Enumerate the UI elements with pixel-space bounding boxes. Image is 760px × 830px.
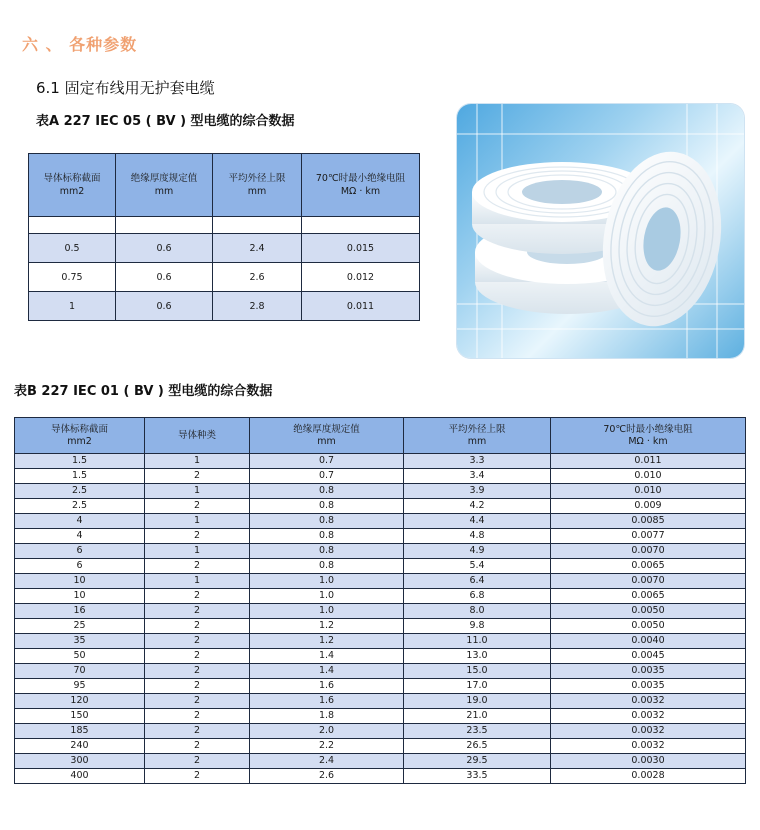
table-cell: 16 bbox=[15, 604, 145, 619]
table-cell: 2 bbox=[145, 649, 250, 664]
table-cell: 240 bbox=[15, 739, 145, 754]
table-cell: 0.009 bbox=[551, 499, 746, 514]
table-b-row bbox=[15, 619, 746, 634]
table-cell: 0.5 bbox=[29, 234, 116, 263]
table-a bbox=[28, 153, 420, 321]
table-b-header-row bbox=[15, 418, 746, 454]
table-cell: 2 bbox=[145, 469, 250, 484]
table-cell: 0.0070 bbox=[551, 574, 746, 589]
table-cell: 2 bbox=[145, 589, 250, 604]
table-cell: 1.2 bbox=[250, 619, 404, 634]
table-cell: 13.0 bbox=[404, 649, 551, 664]
table-cell: 0.0070 bbox=[551, 544, 746, 559]
table-cell: 0.8 bbox=[250, 484, 404, 499]
spacer-cell bbox=[116, 217, 213, 234]
table-cell: 185 bbox=[15, 724, 145, 739]
spacer-cell bbox=[29, 217, 116, 234]
table-cell: 2.6 bbox=[213, 263, 302, 292]
table-cell: 400 bbox=[15, 769, 145, 784]
table-a-header: 绝缘厚度规定值 mm bbox=[116, 154, 213, 217]
table-b-row bbox=[15, 484, 746, 499]
table-cell: 0.0032 bbox=[551, 724, 746, 739]
table-cell: 4.2 bbox=[404, 499, 551, 514]
table-cell: 0.7 bbox=[250, 469, 404, 484]
table-cell: 2 bbox=[145, 499, 250, 514]
table-cell: 3.9 bbox=[404, 484, 551, 499]
table-cell: 2.5 bbox=[15, 484, 145, 499]
table-cell: 8.0 bbox=[404, 604, 551, 619]
table-cell: 2 bbox=[145, 664, 250, 679]
table-cell: 1 bbox=[145, 544, 250, 559]
table-cell: 23.5 bbox=[404, 724, 551, 739]
table-b-row bbox=[15, 499, 746, 514]
table-cell: 0.010 bbox=[551, 484, 746, 499]
table-b-row bbox=[15, 574, 746, 589]
table-b-header: 绝缘厚度规定值 mm bbox=[250, 418, 404, 454]
table-cell: 1 bbox=[145, 454, 250, 469]
table-cell: 0.0035 bbox=[551, 679, 746, 694]
table-cell: 0.6 bbox=[116, 234, 213, 263]
table-a-header: 70℃时最小绝缘电阻 MΩ · km bbox=[302, 154, 420, 217]
table-a-row bbox=[29, 234, 420, 263]
table-cell: 15.0 bbox=[404, 664, 551, 679]
table-cell: 70 bbox=[15, 664, 145, 679]
table-cell: 2.4 bbox=[250, 754, 404, 769]
table-cell: 0.011 bbox=[302, 292, 420, 321]
table-cell: 2 bbox=[145, 724, 250, 739]
table-cell: 0.0028 bbox=[551, 769, 746, 784]
table-cell: 1 bbox=[29, 292, 116, 321]
table-cell: 1.2 bbox=[250, 634, 404, 649]
table-cell: 3.3 bbox=[404, 454, 551, 469]
table-cell: 1.0 bbox=[250, 604, 404, 619]
table-cell: 0.8 bbox=[250, 499, 404, 514]
table-cell: 0.0032 bbox=[551, 709, 746, 724]
table-cell: 1.5 bbox=[15, 469, 145, 484]
table-cell: 0.0030 bbox=[551, 754, 746, 769]
table-b-row bbox=[15, 769, 746, 784]
table-b-row bbox=[15, 664, 746, 679]
table-b-row bbox=[15, 754, 746, 769]
cable-coil-image bbox=[457, 104, 744, 358]
table-b-header: 70℃时最小绝缘电阻 MΩ · km bbox=[551, 418, 746, 454]
table-cell: 0.8 bbox=[250, 544, 404, 559]
table-b-caption: 表B 227 IEC 01 ( BV ) 型电缆的综合数据 bbox=[14, 384, 273, 399]
table-b-row bbox=[15, 709, 746, 724]
table-cell: 19.0 bbox=[404, 694, 551, 709]
table-cell: 0.011 bbox=[551, 454, 746, 469]
table-cell: 0.0040 bbox=[551, 634, 746, 649]
table-cell: 0.012 bbox=[302, 263, 420, 292]
table-b-row bbox=[15, 604, 746, 619]
table-b-row bbox=[15, 589, 746, 604]
table-cell: 1 bbox=[145, 514, 250, 529]
spacer-cell bbox=[302, 217, 420, 234]
table-cell: 0.7 bbox=[250, 454, 404, 469]
table-cell: 1.6 bbox=[250, 679, 404, 694]
table-cell: 0.8 bbox=[250, 514, 404, 529]
table-b-row bbox=[15, 454, 746, 469]
table-cell: 2 bbox=[145, 559, 250, 574]
table-b-row bbox=[15, 679, 746, 694]
table-cell: 0.0032 bbox=[551, 694, 746, 709]
table-cell: 0.75 bbox=[29, 263, 116, 292]
table-cell: 150 bbox=[15, 709, 145, 724]
table-cell: 4.9 bbox=[404, 544, 551, 559]
table-a-header: 导体标称截面 mm2 bbox=[29, 154, 116, 217]
table-a-header: 平均外径上限 mm bbox=[213, 154, 302, 217]
cable-coil-illustration bbox=[457, 104, 744, 358]
table-cell: 6 bbox=[15, 544, 145, 559]
table-cell: 2.2 bbox=[250, 739, 404, 754]
table-cell: 10 bbox=[15, 574, 145, 589]
table-cell: 4.8 bbox=[404, 529, 551, 544]
table-cell: 2 bbox=[145, 604, 250, 619]
table-cell: 1 bbox=[145, 574, 250, 589]
subsection-title: 6.1 固定布线用无护套电缆 bbox=[36, 79, 215, 97]
table-cell: 0.0077 bbox=[551, 529, 746, 544]
table-cell: 33.5 bbox=[404, 769, 551, 784]
table-cell: 5.4 bbox=[404, 559, 551, 574]
table-a-header-row bbox=[29, 154, 420, 217]
table-cell: 0.6 bbox=[116, 263, 213, 292]
table-cell: 25 bbox=[15, 619, 145, 634]
table-cell: 2 bbox=[145, 739, 250, 754]
table-cell: 6.4 bbox=[404, 574, 551, 589]
table-cell: 2.0 bbox=[250, 724, 404, 739]
table-cell: 2 bbox=[145, 619, 250, 634]
table-cell: 0.0035 bbox=[551, 664, 746, 679]
table-cell: 0.010 bbox=[551, 469, 746, 484]
table-cell: 3.4 bbox=[404, 469, 551, 484]
table-cell: 2.6 bbox=[250, 769, 404, 784]
table-cell: 9.8 bbox=[404, 619, 551, 634]
table-cell: 0.0050 bbox=[551, 619, 746, 634]
table-cell: 6 bbox=[15, 559, 145, 574]
table-cell: 1.0 bbox=[250, 589, 404, 604]
table-cell: 0.6 bbox=[116, 292, 213, 321]
spacer-cell bbox=[213, 217, 302, 234]
table-cell: 21.0 bbox=[404, 709, 551, 724]
table-b-row bbox=[15, 514, 746, 529]
table-cell: 2 bbox=[145, 769, 250, 784]
table-cell: 17.0 bbox=[404, 679, 551, 694]
table-cell: 0.015 bbox=[302, 234, 420, 263]
table-a-row bbox=[29, 263, 420, 292]
table-cell: 11.0 bbox=[404, 634, 551, 649]
table-cell: 1.0 bbox=[250, 574, 404, 589]
spacer-row bbox=[29, 217, 420, 234]
table-cell: 2.8 bbox=[213, 292, 302, 321]
table-b-header: 导体标称截面 mm2 bbox=[15, 418, 145, 454]
table-b-row bbox=[15, 634, 746, 649]
table-cell: 2.4 bbox=[213, 234, 302, 263]
table-cell: 0.0045 bbox=[551, 649, 746, 664]
table-b-header: 平均外径上限 mm bbox=[404, 418, 551, 454]
table-cell: 50 bbox=[15, 649, 145, 664]
table-cell: 2 bbox=[145, 529, 250, 544]
table-cell: 300 bbox=[15, 754, 145, 769]
table-a-caption: 表A 227 IEC 05 ( BV ) 型电缆的综合数据 bbox=[36, 114, 295, 129]
table-a-row bbox=[29, 292, 420, 321]
table-cell: 1.8 bbox=[250, 709, 404, 724]
table-cell: 1.6 bbox=[250, 694, 404, 709]
table-cell: 26.5 bbox=[404, 739, 551, 754]
table-cell: 0.8 bbox=[250, 559, 404, 574]
table-cell: 2 bbox=[145, 634, 250, 649]
table-b-header: 导体种类 bbox=[145, 418, 250, 454]
table-cell: 0.0032 bbox=[551, 739, 746, 754]
table-cell: 35 bbox=[15, 634, 145, 649]
table-cell: 10 bbox=[15, 589, 145, 604]
table-b-row bbox=[15, 469, 746, 484]
table-b-row bbox=[15, 694, 746, 709]
table-b-row bbox=[15, 529, 746, 544]
table-cell: 2.5 bbox=[15, 499, 145, 514]
table-cell: 0.0050 bbox=[551, 604, 746, 619]
table-cell: 2 bbox=[145, 709, 250, 724]
table-cell: 29.5 bbox=[404, 754, 551, 769]
table-cell: 95 bbox=[15, 679, 145, 694]
table-cell: 0.0085 bbox=[551, 514, 746, 529]
table-b-row bbox=[15, 559, 746, 574]
table-cell: 1 bbox=[145, 484, 250, 499]
table-cell: 2 bbox=[145, 694, 250, 709]
table-cell: 2 bbox=[145, 754, 250, 769]
table-cell: 1.4 bbox=[250, 664, 404, 679]
table-b bbox=[14, 417, 746, 784]
table-cell: 0.0065 bbox=[551, 559, 746, 574]
table-cell: 1.4 bbox=[250, 649, 404, 664]
table-cell: 0.8 bbox=[250, 529, 404, 544]
table-cell: 4 bbox=[15, 529, 145, 544]
table-cell: 4 bbox=[15, 514, 145, 529]
table-cell: 4.4 bbox=[404, 514, 551, 529]
table-cell: 6.8 bbox=[404, 589, 551, 604]
table-cell: 1.5 bbox=[15, 454, 145, 469]
table-b-row bbox=[15, 739, 746, 754]
section-title: 六 、 各种参数 bbox=[22, 35, 138, 54]
table-b-row bbox=[15, 649, 746, 664]
table-cell: 120 bbox=[15, 694, 145, 709]
table-b-row bbox=[15, 724, 746, 739]
table-b-row bbox=[15, 544, 746, 559]
table-cell: 0.0065 bbox=[551, 589, 746, 604]
table-cell: 2 bbox=[145, 679, 250, 694]
